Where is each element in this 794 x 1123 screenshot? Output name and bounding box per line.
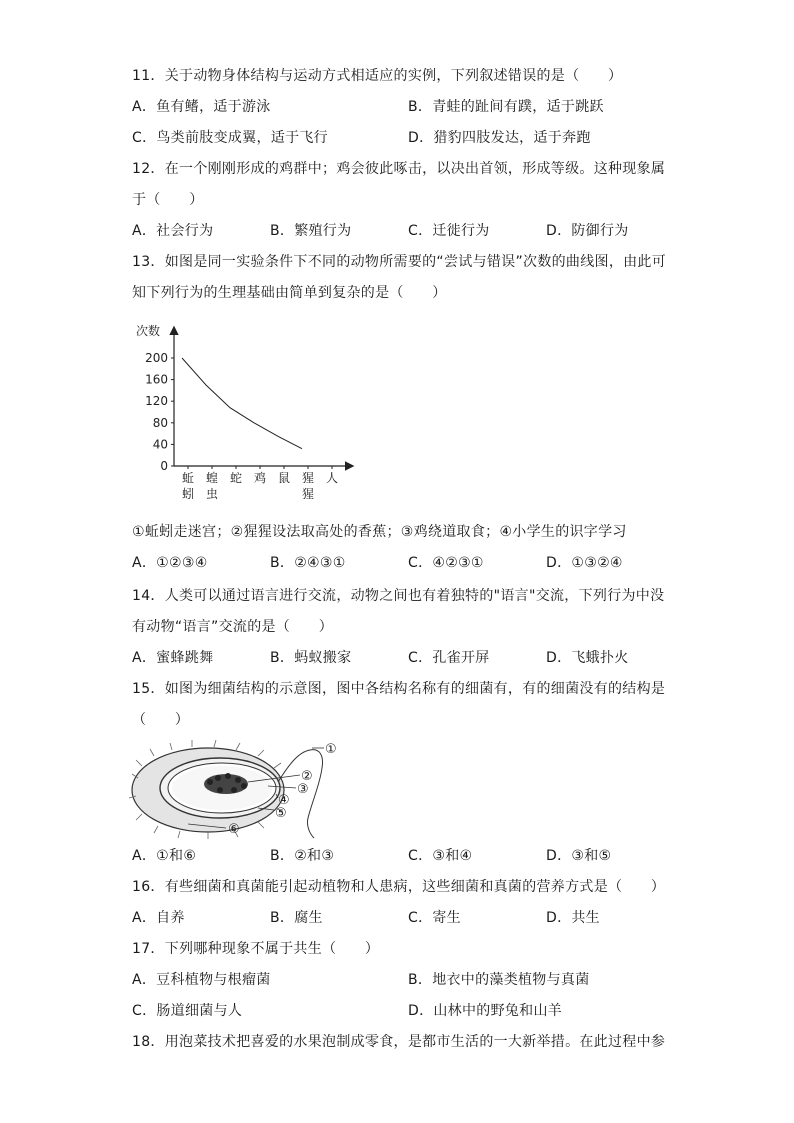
q12-option-b[interactable]: B．繁殖行为 xyxy=(270,223,352,239)
x-tick-label: 鼠 xyxy=(277,471,291,485)
q13-stem-line1: 13．如图是同一实验条件下不同的动物所需要的“尝试与错误”次数的曲线图，由此可 xyxy=(132,254,667,270)
x-tick-label: 蚯蚓 xyxy=(181,471,195,501)
q18-stem-line1: 18．用泡菜技术把喜爱的水果泡制成零食，是都市生活的一大新举措。在此过程中参 xyxy=(132,1034,666,1050)
q12-option-d[interactable]: D．防御行为 xyxy=(546,223,629,239)
q12-option-c[interactable]: C．迁徙行为 xyxy=(408,223,490,239)
q11-option-a[interactable]: A．鱼有鳍，适于游泳 xyxy=(132,99,271,115)
q16-stem: 16．有些细菌和真菌能引起动植物和人患病，这些细菌和真菌的营养方式是（ ） xyxy=(132,879,666,895)
y-tick-label: 160 xyxy=(145,372,168,387)
q13-option-b[interactable]: B．②④③① xyxy=(270,555,346,571)
q11-stem: 11．关于动物身体结构与运动方式相适应的实例，下列叙述错误的是（ ） xyxy=(132,68,623,84)
x-tick-label: 鸡 xyxy=(253,471,267,485)
x-tick-label: 猩猩 xyxy=(301,471,315,501)
y-tick-label: 80 xyxy=(152,415,168,430)
q14-option-c[interactable]: C．孔雀开屏 xyxy=(408,650,490,666)
label-1: ① xyxy=(325,742,337,757)
label-4: ④ xyxy=(278,793,290,808)
q13-stem-line2: 知下列行为的生理基础由简单到复杂的是（ ） xyxy=(132,285,447,301)
q11-option-b[interactable]: B．青蛙的趾间有蹼，适于跳跃 xyxy=(408,99,604,115)
q16-option-c[interactable]: C．寄生 xyxy=(408,910,461,926)
q11-option-c[interactable]: C．鸟类前肢变成翼，适于飞行 xyxy=(132,130,328,146)
q14-stem-line1: 14．人类可以通过语言进行交流，动物之间也有着独特的"语言"交流，下列行为中没 xyxy=(132,588,665,604)
q16-option-d[interactable]: D．共生 xyxy=(546,910,600,926)
q12-stem-line2: 于（ ） xyxy=(132,192,204,208)
q17-option-a[interactable]: A．豆科植物与根瘤菌 xyxy=(132,972,271,988)
y-tick-label: 0 xyxy=(160,459,168,473)
q13-option-d[interactable]: D．①③②④ xyxy=(546,555,623,571)
trial-error-line-chart xyxy=(130,318,370,508)
q17-option-b[interactable]: B．地衣中的藻类植物与真菌 xyxy=(408,972,590,988)
q15-option-a[interactable]: A．①和⑥ xyxy=(132,848,197,864)
q15-stem-line2: （ ） xyxy=(132,712,190,728)
q17-option-d[interactable]: D．山林中的野兔和山羊 xyxy=(408,1003,563,1019)
series-line xyxy=(182,358,302,449)
label-6: ⑥ xyxy=(228,822,240,837)
q16-option-a[interactable]: A．自养 xyxy=(132,910,185,926)
y-axis-label: 次数 xyxy=(136,324,161,338)
q12-option-a[interactable]: A．社会行为 xyxy=(132,223,214,239)
bacteria-structure-diagram xyxy=(128,738,358,842)
x-tick-label: 蛇 xyxy=(229,471,243,485)
q12-stem-line1: 12．在一个刚刚形成的鸡群中；鸡会彼此啄击，以决出首领，形成等级。这种现象属 xyxy=(132,161,666,177)
label-5: ⑤ xyxy=(275,806,287,821)
x-tick-label: 人 xyxy=(325,471,339,485)
q16-option-b[interactable]: B．腐生 xyxy=(270,910,323,926)
q15-option-d[interactable]: D．③和⑤ xyxy=(546,848,612,864)
x-tick-label: 蝗虫 xyxy=(205,471,219,501)
label-3: ③ xyxy=(297,782,309,797)
q17-stem: 17．下列哪种现象不属于共生（ ） xyxy=(132,941,380,957)
q13-option-c[interactable]: C．④②③① xyxy=(408,555,484,571)
q17-option-c[interactable]: C．肠道细菌与人 xyxy=(132,1003,243,1019)
y-tick-label: 120 xyxy=(145,394,168,409)
q14-option-a[interactable]: A．蜜蜂跳舞 xyxy=(132,650,214,666)
label-2: ② xyxy=(301,769,313,784)
q15-option-b[interactable]: B．②和③ xyxy=(270,848,335,864)
q15-stem-line1: 15．如图为细菌结构的示意图，图中各结构名称有的细菌有，有的细菌没有的结构是 xyxy=(132,681,666,697)
q13-option-a[interactable]: A．①②③④ xyxy=(132,555,208,571)
y-tick-label: 200 xyxy=(145,351,168,365)
y-tick-label: 40 xyxy=(152,437,168,452)
q14-stem-line2: 有动物“语言”交流的是（ ） xyxy=(132,619,334,635)
q11-option-d[interactable]: D．猎豹四肢发达，适于奔跑 xyxy=(408,130,591,146)
q15-option-c[interactable]: C．③和④ xyxy=(408,848,473,864)
q13-statement: ①蚯蚓走迷宫；②猩猩设法取高处的香蕉；③鸡绕道取食；④小学生的识字学习 xyxy=(132,524,627,540)
q14-option-b[interactable]: B．蚂蚁搬家 xyxy=(270,650,352,666)
q14-option-d[interactable]: D．飞蛾扑火 xyxy=(546,650,629,666)
